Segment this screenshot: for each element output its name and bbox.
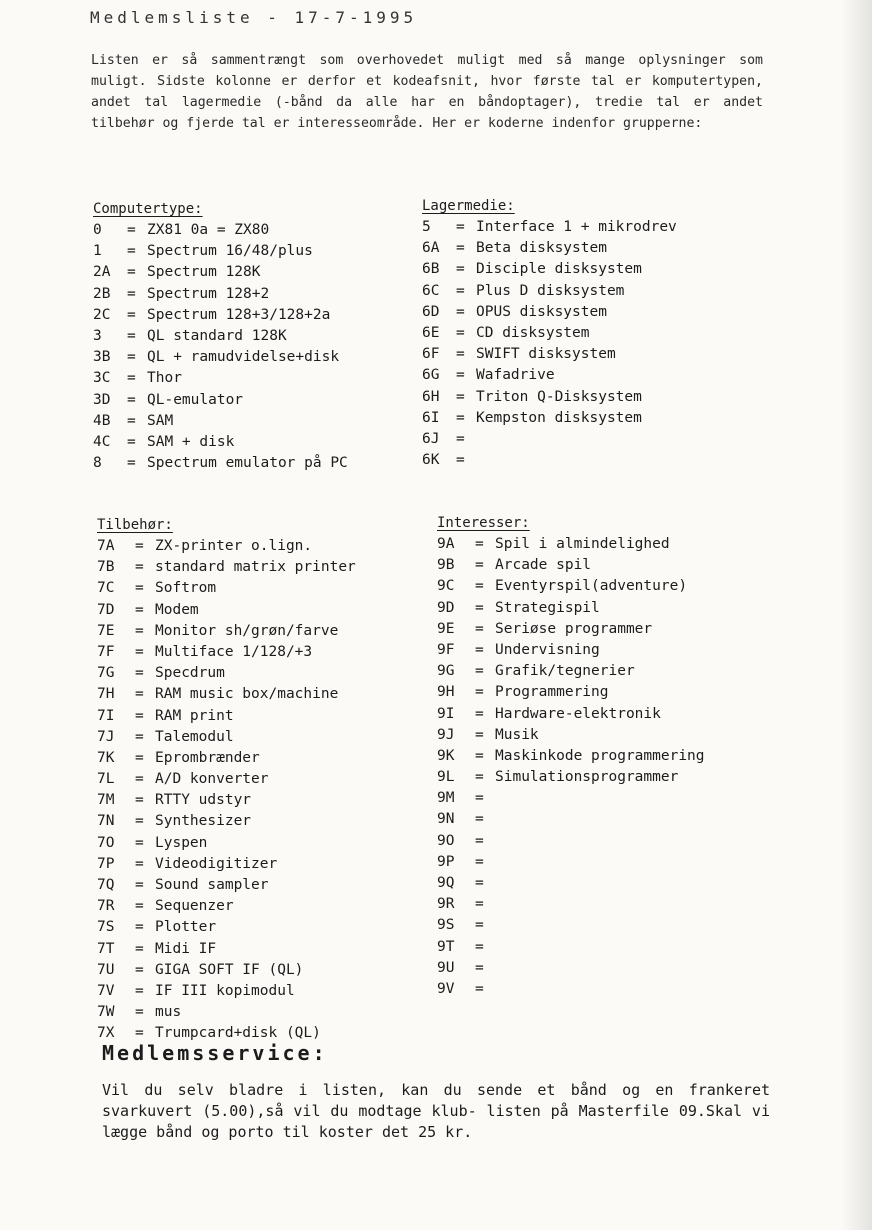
item-label: standard matrix printer	[155, 559, 356, 576]
equals-sign: =	[135, 1025, 144, 1042]
equals-sign: =	[135, 792, 144, 809]
item-label: Wafadrive	[476, 367, 555, 384]
list-item	[97, 769, 356, 790]
item-label: Trumpcard+disk (QL)	[155, 1025, 321, 1042]
list-item	[97, 727, 356, 748]
equals-sign: =	[456, 367, 465, 384]
item-label: SAM	[147, 412, 174, 429]
item-label: Spectrum 16/48/plus	[147, 243, 313, 260]
equals-sign: =	[475, 620, 484, 637]
list-item	[437, 555, 705, 576]
intro-paragraph: Listen er så sammentrængt som overhovedet muligt med så mange oplysninger som muligt. Sidste kolonne er derfor et kodeafsnit, hvor første tal er komputertypen, andet tal lagermedie (-bånd da alle har en båndoptager), tredie tal er andet tilbehør og fjerde tal er interesseområde. Her er koderne indenfor grupperne:	[91, 53, 763, 131]
item-code: 7I	[97, 707, 115, 724]
list-item	[437, 767, 705, 788]
list-item	[97, 684, 356, 705]
item-code: 7R	[97, 898, 115, 915]
equals-sign: =	[456, 219, 465, 235]
list-item	[93, 220, 348, 241]
item-label: Eprombrænder	[155, 749, 260, 766]
equals-sign: =	[135, 538, 144, 554]
item-label: Spectrum 128+2	[147, 285, 270, 302]
item-label: Modem	[155, 601, 199, 618]
item-code: 6H	[422, 388, 440, 405]
equals-sign: =	[475, 578, 484, 595]
equals-sign: =	[135, 686, 144, 703]
item-code: 3C	[93, 370, 111, 387]
item-label: IF III kopimodul	[155, 982, 295, 999]
list-item	[437, 788, 705, 809]
item-code: 6K	[422, 452, 440, 469]
item-label: Arcade spil	[495, 557, 592, 574]
item-label: Musik	[495, 726, 539, 743]
computertype-list	[93, 220, 348, 474]
equals-sign: =	[456, 282, 465, 299]
equals-sign: =	[135, 813, 144, 830]
item-code: 6E	[422, 324, 440, 341]
item-code: 9N	[437, 811, 455, 828]
item-code: 9P	[437, 853, 455, 870]
item-code: 6G	[422, 367, 440, 384]
item-label: Talemodul	[155, 728, 234, 745]
equals-sign: =	[456, 303, 465, 320]
item-code: 4B	[93, 412, 111, 429]
equals-sign: =	[135, 877, 144, 893]
equals-sign: =	[135, 728, 144, 745]
equals-sign: =	[475, 832, 484, 849]
item-code: 9A	[437, 536, 455, 552]
item-label: ZX-printer o.lign.	[155, 538, 313, 554]
item-label: Triton Q-Disksystem	[476, 388, 642, 405]
item-code: 6B	[422, 261, 440, 278]
item-label: Grafik/tegnerier	[495, 663, 635, 680]
item-code: 9J	[437, 726, 455, 743]
equals-sign: =	[475, 557, 484, 574]
item-code: 1	[93, 243, 102, 260]
item-label: Monitor sh/grøn/farve	[155, 622, 339, 639]
item-code: 8	[93, 455, 102, 472]
list-item	[97, 854, 356, 875]
equals-sign: =	[127, 243, 136, 260]
list-item	[437, 598, 705, 619]
item-label: Strategispil	[495, 599, 600, 616]
list-item	[437, 746, 705, 767]
list-item	[97, 578, 356, 599]
service-paragraph: Vil du selv bladre i listen, kan du sende et bånd og en frankeret svarkuvert (5.00),så vil du modtage klub- listen på Masterfile 09.Skal vi lægge bånd og porto til koster det 25 kr.	[102, 1081, 770, 1141]
item-code: 9E	[437, 620, 455, 637]
item-code: 9K	[437, 747, 455, 764]
item-label: Multiface 1/128/+3	[155, 643, 313, 660]
list-item	[97, 748, 356, 769]
item-label: Beta disksystem	[476, 240, 607, 257]
item-code: 2C	[93, 306, 111, 323]
equals-sign: =	[127, 391, 136, 408]
item-label: Sound sampler	[155, 877, 269, 893]
list-item	[437, 873, 705, 894]
item-code: 7Q	[97, 877, 115, 893]
item-label: QL + ramudvidelse+disk	[147, 349, 340, 366]
item-code: 9U	[437, 959, 455, 976]
equals-sign: =	[127, 433, 136, 450]
item-code: 9D	[437, 599, 455, 616]
list-item	[93, 284, 348, 305]
list-item	[437, 661, 705, 682]
equals-sign: =	[475, 980, 484, 997]
item-code: 9L	[437, 769, 455, 786]
equals-sign: =	[475, 938, 484, 955]
list-item	[97, 939, 356, 960]
equals-sign: =	[475, 599, 484, 616]
equals-sign: =	[127, 412, 136, 429]
equals-sign: =	[475, 641, 484, 658]
item-code: 4C	[93, 433, 111, 450]
list-item	[422, 259, 677, 280]
equals-sign: =	[475, 896, 484, 913]
item-code: 7U	[97, 961, 115, 978]
item-label: Seriøse programmer	[495, 620, 653, 637]
list-item	[97, 1002, 356, 1023]
equals-sign: =	[456, 240, 465, 257]
equals-sign: =	[135, 559, 144, 576]
item-code: 7M	[97, 792, 115, 809]
item-code: 9I	[437, 705, 455, 722]
list-item	[422, 238, 677, 259]
list-item	[97, 790, 356, 811]
list-item	[437, 915, 705, 936]
list-item	[93, 262, 348, 283]
item-code: 6I	[422, 409, 440, 426]
list-item	[97, 960, 356, 981]
list-item	[437, 640, 705, 661]
equals-sign: =	[475, 875, 484, 891]
item-code: 9B	[437, 557, 455, 574]
equals-sign: =	[135, 1004, 144, 1021]
item-label: Thor	[147, 370, 182, 387]
equals-sign: =	[135, 982, 144, 999]
item-code: 7L	[97, 771, 115, 788]
equals-sign: =	[456, 346, 465, 363]
item-label: Spectrum 128K	[147, 264, 261, 281]
list-item	[97, 981, 356, 1002]
item-label: Interface 1 + mikrodrev	[476, 219, 677, 235]
item-code: 7A	[97, 538, 115, 554]
interesser-list	[437, 534, 705, 1000]
equals-sign: =	[127, 264, 136, 281]
list-item	[437, 958, 705, 979]
list-item	[93, 390, 348, 411]
list-item	[97, 833, 356, 854]
item-label: Spil i almindelighed	[495, 536, 670, 552]
item-code: 6C	[422, 282, 440, 299]
item-label: Hardware-elektronik	[495, 705, 661, 722]
item-code: 9F	[437, 641, 455, 658]
equals-sign: =	[475, 790, 484, 807]
list-item	[437, 937, 705, 958]
list-item	[422, 217, 677, 238]
item-code: 2A	[93, 264, 111, 281]
item-label: RAM print	[155, 707, 234, 724]
equals-sign: =	[475, 769, 484, 786]
item-label: Undervisning	[495, 641, 600, 658]
item-label: Softrom	[155, 580, 217, 597]
equals-sign: =	[475, 663, 484, 680]
equals-sign: =	[135, 855, 144, 872]
item-code: 3B	[93, 349, 111, 366]
item-code: 7V	[97, 982, 115, 999]
item-code: 7K	[97, 749, 115, 766]
interesser-heading: Interesser:	[437, 515, 530, 531]
list-item	[422, 302, 677, 323]
item-label: Kempston disksystem	[476, 409, 642, 426]
page-edge-shadow	[842, 0, 872, 1230]
equals-sign: =	[127, 349, 136, 366]
item-label: A/D konverter	[155, 771, 269, 788]
list-item	[437, 809, 705, 830]
list-item	[437, 894, 705, 915]
list-item	[97, 600, 356, 621]
list-item	[93, 432, 348, 453]
item-code: 0	[93, 222, 102, 238]
list-item	[93, 347, 348, 368]
list-item	[422, 387, 677, 408]
list-item	[437, 576, 705, 597]
equals-sign: =	[127, 455, 136, 472]
list-item	[422, 365, 677, 386]
item-label: RAM music box/machine	[155, 686, 339, 703]
lagermedie-heading: Lagermedie:	[422, 198, 515, 214]
equals-sign: =	[475, 917, 484, 934]
item-code: 7N	[97, 813, 115, 830]
computertype-section	[93, 198, 348, 474]
list-item	[437, 704, 705, 725]
item-label: QL-emulator	[147, 391, 244, 408]
list-item	[97, 706, 356, 727]
item-code: 6D	[422, 303, 440, 320]
list-item	[422, 323, 677, 344]
item-label: OPUS disksystem	[476, 303, 607, 320]
item-code: 9V	[437, 980, 455, 997]
item-code: 9C	[437, 578, 455, 595]
item-code: 7W	[97, 1004, 115, 1021]
item-code: 9G	[437, 663, 455, 680]
list-item	[437, 725, 705, 746]
list-item	[93, 326, 348, 347]
equals-sign: =	[127, 306, 136, 323]
list-item	[437, 534, 705, 555]
item-label: ZX81 0a = ZX80	[147, 222, 270, 238]
list-item	[97, 557, 356, 578]
equals-sign: =	[127, 327, 136, 344]
item-code: 2B	[93, 285, 111, 302]
item-label: Spectrum 128+3/128+2a	[147, 306, 331, 323]
tilbehor-section	[97, 514, 356, 1045]
item-code: 7O	[97, 834, 115, 851]
equals-sign: =	[475, 811, 484, 828]
equals-sign: =	[456, 452, 465, 469]
equals-sign: =	[135, 643, 144, 660]
list-item	[437, 852, 705, 873]
item-code: 6A	[422, 240, 440, 257]
item-label: Synthesizer	[155, 813, 252, 830]
list-item	[93, 241, 348, 262]
item-code: 7G	[97, 665, 115, 682]
list-item	[93, 453, 348, 474]
service-heading: Medlemsservice:	[102, 1041, 328, 1065]
item-code: 9Q	[437, 875, 455, 891]
equals-sign: =	[475, 536, 484, 552]
item-label: CD disksystem	[476, 324, 590, 341]
item-label: Plotter	[155, 919, 217, 936]
list-item	[437, 979, 705, 1000]
list-item	[97, 896, 356, 917]
item-label: Plus D disksystem	[476, 282, 625, 299]
equals-sign: =	[475, 726, 484, 743]
item-code: 7E	[97, 622, 115, 639]
interesser-section	[437, 512, 705, 1000]
equals-sign: =	[127, 285, 136, 302]
item-code: 9T	[437, 938, 455, 955]
item-code: 3	[93, 327, 102, 344]
list-item	[93, 305, 348, 326]
lagermedie-list	[422, 217, 677, 471]
item-label: Disciple disksystem	[476, 261, 642, 278]
equals-sign: =	[456, 409, 465, 426]
item-code: 9O	[437, 832, 455, 849]
equals-sign: =	[127, 222, 136, 238]
item-label: mus	[155, 1004, 182, 1021]
item-label: Lyspen	[155, 834, 208, 851]
list-item	[97, 642, 356, 663]
equals-sign: =	[456, 261, 465, 278]
equals-sign: =	[475, 853, 484, 870]
equals-sign: =	[475, 684, 484, 701]
page-title: Medlemsliste - 17-7-1995	[90, 8, 418, 27]
list-item	[422, 450, 677, 471]
item-label: Simulationsprogrammer	[495, 769, 679, 786]
equals-sign: =	[135, 834, 144, 851]
item-code: 7H	[97, 686, 115, 703]
list-item	[437, 619, 705, 640]
equals-sign: =	[135, 707, 144, 724]
item-code: 6J	[422, 430, 440, 447]
computertype-heading: Computertype:	[93, 201, 203, 217]
list-item	[437, 682, 705, 703]
list-item	[93, 411, 348, 432]
item-code: 3D	[93, 391, 111, 408]
item-code: 7J	[97, 728, 115, 745]
equals-sign: =	[135, 919, 144, 936]
equals-sign: =	[456, 430, 465, 447]
list-item	[97, 811, 356, 832]
equals-sign: =	[135, 940, 144, 957]
lagermedie-section	[422, 195, 677, 471]
list-item	[97, 917, 356, 938]
item-code: 7X	[97, 1025, 115, 1042]
list-item	[93, 368, 348, 389]
list-item	[97, 536, 356, 557]
item-label: Sequenzer	[155, 898, 234, 915]
item-label: SAM + disk	[147, 433, 235, 450]
item-code: 7S	[97, 919, 115, 936]
item-label: Eventyrspil(adventure)	[495, 578, 688, 595]
item-label: QL standard 128K	[147, 327, 287, 344]
list-item	[422, 344, 677, 365]
list-item	[437, 831, 705, 852]
equals-sign: =	[127, 370, 136, 387]
item-code: 7T	[97, 940, 115, 957]
item-label: Spectrum emulator på PC	[147, 455, 348, 472]
equals-sign: =	[135, 601, 144, 618]
equals-sign: =	[475, 959, 484, 976]
item-label: Maskinkode programmering	[495, 747, 705, 764]
tilbehor-list	[97, 536, 356, 1045]
item-code: 6F	[422, 346, 440, 363]
equals-sign: =	[135, 961, 144, 978]
list-item	[97, 621, 356, 642]
item-label: Programmering	[495, 684, 609, 701]
item-label: Midi IF	[155, 940, 217, 957]
item-label: RTTY udstyr	[155, 792, 252, 809]
list-item	[97, 875, 356, 896]
equals-sign: =	[475, 705, 484, 722]
item-code: 7B	[97, 559, 115, 576]
item-code: 7P	[97, 855, 115, 872]
list-item	[422, 281, 677, 302]
item-label: SWIFT disksystem	[476, 346, 616, 363]
item-code: 9H	[437, 684, 455, 701]
item-code: 9S	[437, 917, 455, 934]
equals-sign: =	[135, 749, 144, 766]
item-code: 9R	[437, 896, 455, 913]
item-label: Videodigitizer	[155, 855, 278, 872]
equals-sign: =	[475, 747, 484, 764]
equals-sign: =	[135, 622, 144, 639]
list-item	[97, 663, 356, 684]
equals-sign: =	[456, 324, 465, 341]
item-label: GIGA SOFT IF (QL)	[155, 961, 304, 978]
equals-sign: =	[135, 898, 144, 915]
list-item	[422, 408, 677, 429]
item-code: 7F	[97, 643, 115, 660]
equals-sign: =	[135, 580, 144, 597]
item-code: 9M	[437, 790, 455, 807]
equals-sign: =	[135, 771, 144, 788]
item-code: 7D	[97, 601, 115, 618]
list-item	[422, 429, 677, 450]
equals-sign: =	[456, 388, 465, 405]
equals-sign: =	[135, 665, 144, 682]
item-code: 7C	[97, 580, 115, 597]
tilbehor-heading: Tilbehør:	[97, 517, 173, 533]
item-label: Specdrum	[155, 665, 225, 682]
item-code: 5	[422, 219, 431, 235]
